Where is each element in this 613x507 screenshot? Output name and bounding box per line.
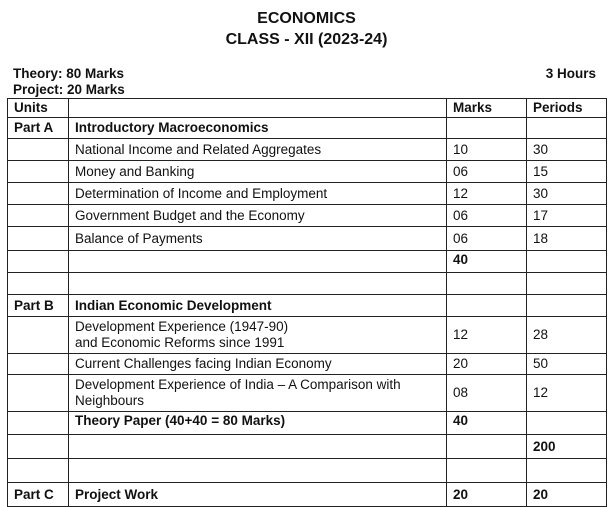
periods-cell: 17 <box>527 205 607 227</box>
marks-cell <box>447 435 527 459</box>
marks-cell: 08 <box>447 375 527 412</box>
table-row-subtotal-a <box>8 251 607 273</box>
unit-cell <box>8 205 69 227</box>
unit-cell <box>8 183 69 205</box>
periods-cell <box>527 273 607 295</box>
unit-cell <box>8 354 69 375</box>
topic-cell: Current Challenges facing Indian Economy <box>69 354 447 375</box>
periods-cell <box>527 251 607 273</box>
unit-cell <box>8 459 69 483</box>
table-row <box>8 161 607 183</box>
table-header-row <box>8 99 607 118</box>
topic-cell: Theory Paper (40+40 = 80 Marks) <box>69 412 447 435</box>
periods-cell: 30 <box>527 183 607 205</box>
topic-cell: Project Work <box>69 483 447 507</box>
header-periods: Periods <box>527 99 607 118</box>
marks-cell: 20 <box>447 354 527 375</box>
marks-cell: 10 <box>447 139 527 161</box>
unit-cell <box>8 273 69 295</box>
topic-cell: Money and Banking <box>69 161 447 183</box>
topic-cell <box>69 459 447 483</box>
class-subtitle: CLASS - XII (2023-24) <box>225 31 388 48</box>
table-row-part-c <box>8 483 607 507</box>
marks-cell <box>447 118 527 139</box>
topic-cell <box>69 375 447 412</box>
marks-cell: 06 <box>447 227 527 251</box>
unit-cell: Part A <box>8 118 69 139</box>
unit-cell <box>8 375 69 412</box>
marks-cell: 06 <box>447 161 527 183</box>
topic-line: and Economic Reforms since 1991 <box>75 335 285 350</box>
topic-cell <box>69 273 447 295</box>
unit-cell <box>8 317 69 354</box>
theory-marks: Theory: 80 Marks <box>13 66 125 81</box>
duration: 3 Hours <box>545 66 596 81</box>
unit-cell: Part C <box>8 483 69 507</box>
periods-cell: 30 <box>527 139 607 161</box>
marks-cell: 20 <box>447 483 527 507</box>
unit-cell <box>8 227 69 251</box>
table-row <box>8 317 607 354</box>
marks-subtotal: 40 <box>447 251 527 273</box>
marks-cell: 40 <box>447 412 527 435</box>
topic-line: Neighbours <box>75 393 145 408</box>
topic-cell <box>69 251 447 273</box>
topic-cell <box>69 317 447 354</box>
periods-cell: 20 <box>527 483 607 507</box>
topic-cell: Government Budget and the Economy <box>69 205 447 227</box>
periods-cell: 15 <box>527 161 607 183</box>
periods-total: 200 <box>527 435 607 459</box>
table-row <box>8 183 607 205</box>
table-row <box>8 375 607 412</box>
unit-cell <box>8 161 69 183</box>
periods-cell <box>527 295 607 317</box>
table-row <box>8 354 607 375</box>
topic-cell: National Income and Related Aggregates <box>69 139 447 161</box>
unit-cell <box>8 412 69 435</box>
table-row-spacer <box>8 273 607 295</box>
project-marks: Project: 20 Marks <box>13 82 125 97</box>
periods-cell: 18 <box>527 227 607 251</box>
table-row-spacer <box>8 459 607 483</box>
topic-cell: Indian Economic Development <box>69 295 447 317</box>
unit-cell <box>8 251 69 273</box>
topic-cell: Balance of Payments <box>69 227 447 251</box>
unit-cell <box>8 435 69 459</box>
periods-cell: 12 <box>527 375 607 412</box>
topic-cell: Introductory Macroeconomics <box>69 118 447 139</box>
document-title: ECONOMICS <box>257 10 356 27</box>
table-row-part-b <box>8 295 607 317</box>
header-marks: Marks <box>447 99 527 118</box>
marks-cell <box>447 459 527 483</box>
periods-cell <box>527 118 607 139</box>
periods-cell: 28 <box>527 317 607 354</box>
topic-line: Development Experience of India – A Comparison with <box>75 377 401 392</box>
topic-cell: Determination of Income and Employment <box>69 183 447 205</box>
table-row-part-a <box>8 118 607 139</box>
marks-cell: 12 <box>447 183 527 205</box>
marks-cell: 12 <box>447 317 527 354</box>
table-row-periods-total <box>8 435 607 459</box>
periods-cell: 50 <box>527 354 607 375</box>
periods-cell <box>527 459 607 483</box>
unit-cell: Part B <box>8 295 69 317</box>
unit-cell <box>8 139 69 161</box>
marks-cell <box>447 295 527 317</box>
marks-cell: 06 <box>447 205 527 227</box>
header-topic <box>69 99 447 118</box>
table-row <box>8 139 607 161</box>
topic-cell <box>69 435 447 459</box>
marks-cell <box>447 273 527 295</box>
periods-cell <box>527 412 607 435</box>
table-row <box>8 227 607 251</box>
table-row <box>8 205 607 227</box>
table-row-theory-paper <box>8 412 607 435</box>
header-units: Units <box>8 99 69 118</box>
topic-line: Development Experience (1947-90) <box>75 319 289 334</box>
syllabus-table <box>7 98 607 507</box>
